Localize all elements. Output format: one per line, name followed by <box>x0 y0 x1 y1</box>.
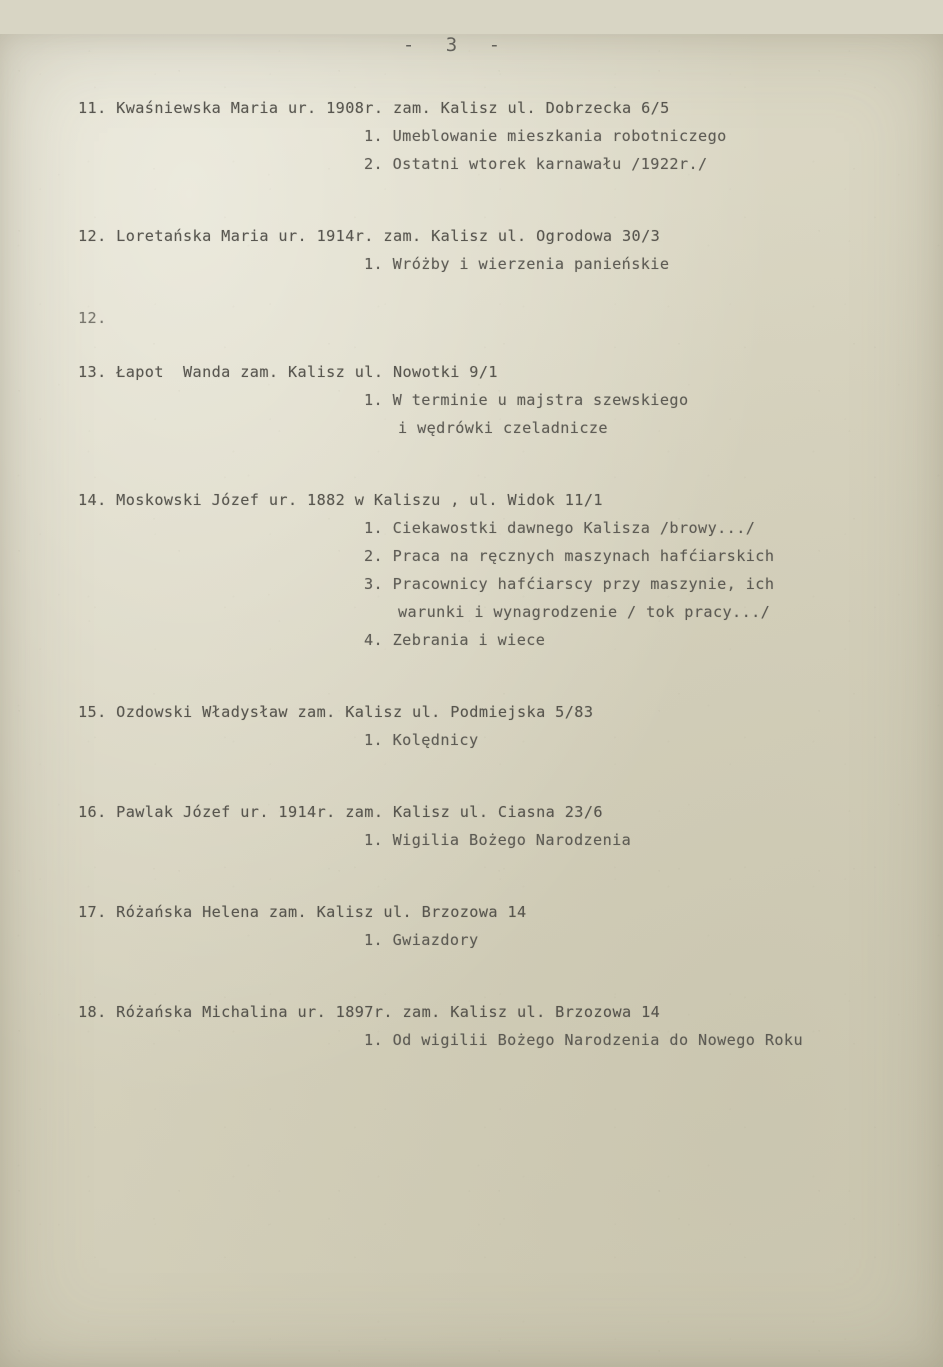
entry-spacer <box>78 680 903 698</box>
entry-spacer <box>78 980 903 998</box>
entry-header: 18. Różańska Michalina ur. 1897r. zam. Kalisz ul. Brzozowa 14 <box>78 1003 661 1021</box>
entry-header-struck: 12. <box>78 309 107 327</box>
entry-spacer <box>78 880 903 898</box>
document-content <box>0 34 943 1054</box>
entry-header: 12. Loretańska Maria ur. 1914r. zam. Kalisz ul. Ogrodowa 30/3 <box>78 227 661 245</box>
entry-topic: 3. Pracownicy hafćiarscy przy maszynie, ich <box>364 575 775 593</box>
entry-topic: 1. W terminie u majstra szewskiego <box>364 391 689 409</box>
entry-topic: 1. Umeblowanie mieszkania robotniczego <box>364 127 727 145</box>
list-item <box>78 698 903 754</box>
entry-topic-continuation: warunki i wynagrodzenie / tok pracy.../ <box>398 603 771 621</box>
list-item <box>78 304 903 332</box>
entry-header: 17. Różańska Helena zam. Kalisz ul. Brzozowa 14 <box>78 903 527 921</box>
entries-list <box>0 94 943 1054</box>
page-number: - 3 - <box>402 34 511 56</box>
list-item <box>78 358 903 442</box>
entry-header: 15. Ozdowski Władysław zam. Kalisz ul. Podmiejska 5/83 <box>78 703 594 721</box>
entry-topic: 2. Praca na ręcznych maszynach hafćiarskich <box>364 547 775 565</box>
entry-header: 11. Kwaśniewska Maria ur. 1908r. zam. Kalisz ul. Dobrzecka 6/5 <box>78 99 670 117</box>
list-item <box>78 222 903 278</box>
entry-topic-continuation: i wędrówki czeladnicze <box>398 419 608 437</box>
list-item <box>78 94 903 178</box>
entry-spacer <box>78 780 903 798</box>
entry-topic: 1. Ciekawostki dawnego Kalisza /browy.../ <box>364 519 756 537</box>
entry-topic: 1. Wróżby i wierzenia panieńskie <box>364 255 670 273</box>
list-item <box>78 898 903 954</box>
entry-topic: 1. Gwiazdory <box>364 931 479 949</box>
list-item <box>78 798 903 854</box>
entry-header: 13. Łapot Wanda zam. Kalisz ul. Nowotki 9/1 <box>78 363 498 381</box>
entry-topic: 1. Od wigilii Bożego Narodzenia do Nowego Roku <box>364 1031 804 1049</box>
entry-spacer <box>78 468 903 486</box>
list-item <box>78 486 903 654</box>
entry-topic: 2. Ostatni wtorek karnawału /1922r./ <box>364 155 708 173</box>
document-page <box>0 34 943 1367</box>
entry-topic: 1. Kolędnicy <box>364 731 479 749</box>
entry-topic: 4. Zebrania i wiece <box>364 631 546 649</box>
entry-header: 16. Pawlak Józef ur. 1914r. zam. Kalisz ul. Ciasna 23/6 <box>78 803 603 821</box>
entry-header: 14. Moskowski Józef ur. 1882 w Kaliszu , ul. Widok 11/1 <box>78 491 603 509</box>
list-item <box>78 998 903 1054</box>
entry-spacer <box>78 204 903 222</box>
entry-topic: 1. Wigilia Bożego Narodzenia <box>364 831 632 849</box>
